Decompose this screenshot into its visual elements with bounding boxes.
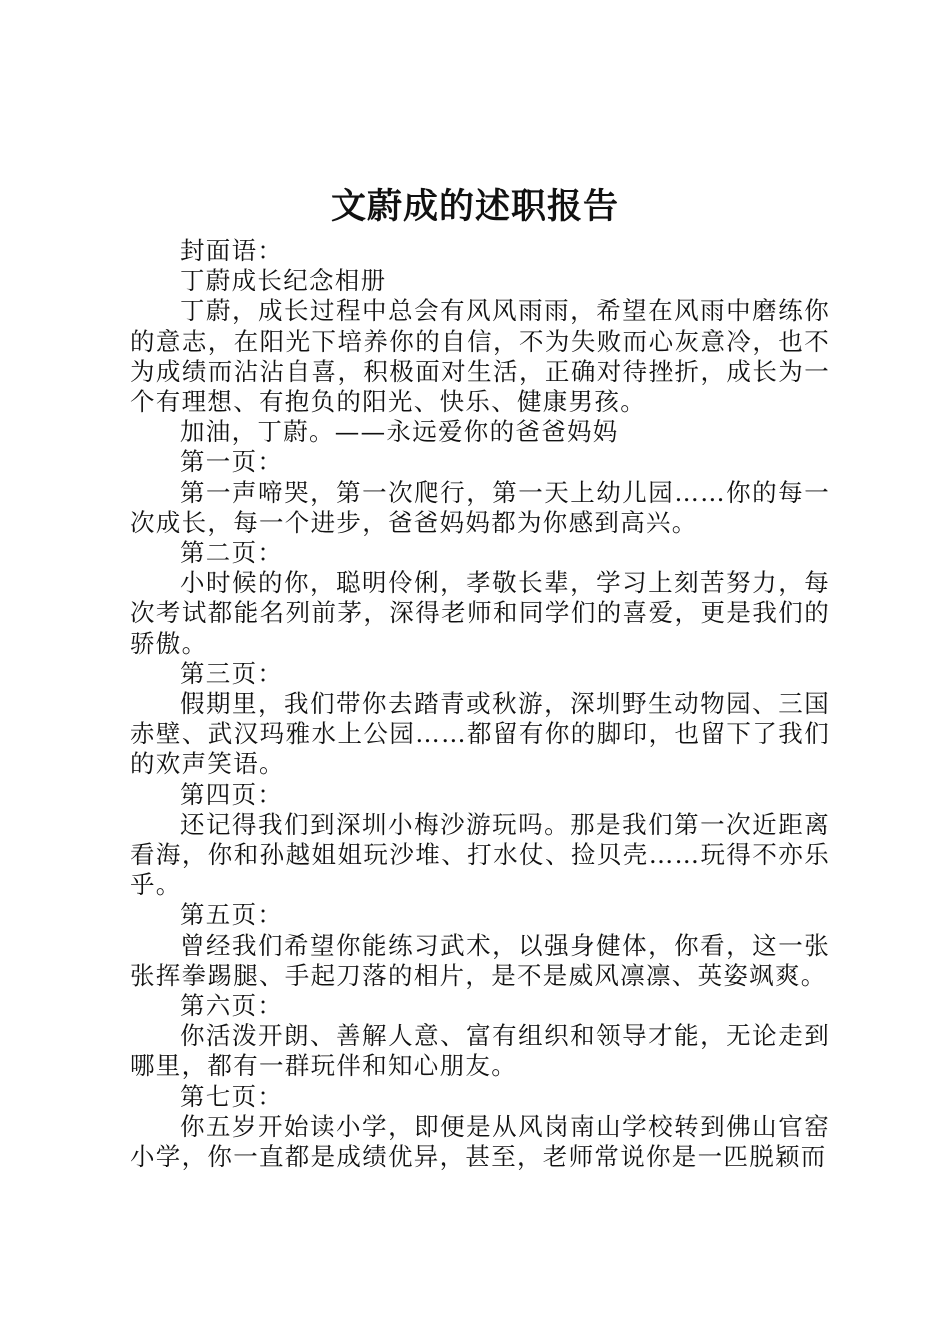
paragraph-page-5-text: 曾经我们希望你能练习武术，以强身健体，你看，这一张张挥拳踢腿、手起刀落的相片，是不是威风凛凛、英姿飒爽。 xyxy=(130,930,830,990)
paragraph-page-6-heading: 第六页： xyxy=(180,991,284,1021)
paragraph-page-7-text: 你五岁开始读小学，即便是从风岗南山学校转到佛山官窑小学，你一直都是成绩优异，甚至，老师常说你是一匹脱颖而 xyxy=(130,1111,830,1172)
paragraph-page-4-heading: 第四页： xyxy=(180,779,284,809)
paragraph-page-2-heading: 第二页： xyxy=(180,538,284,568)
paragraph-page-5-heading: 第五页： xyxy=(180,900,284,930)
paragraph-cover-label: 封面语： xyxy=(180,236,284,265)
paragraph-page-3-text: 假期里，我们带你去踏青或秋游，深圳野生动物园、三国赤壁、武汉玛雅水上公园……都留有你的脚印，也留下了我们的欢声笑语。 xyxy=(130,689,830,779)
document-title: 文蔚成的述职报告 xyxy=(330,186,619,227)
paragraph-page-3-heading: 第三页： xyxy=(180,658,284,688)
paragraph-album-title: 丁蔚成长纪念相册 xyxy=(180,266,387,296)
document-body xyxy=(130,236,830,1172)
paragraph-cover-message: 丁蔚，成长过程中总会有风风雨雨，希望在风雨中磨练你的意志，在阳光下培养你的自信，不为失败而心灰意冷，也不为成绩而沾沾自喜，积极面对生活，正确对待挫折，成长为一个有理想、有抱负的阳光、快乐、健康男孩。 xyxy=(130,296,830,417)
paragraph-page-1-heading: 第一页： xyxy=(180,447,284,477)
paragraph-cover-signature: 加油，丁蔚。——永远爱你的爸爸妈妈 xyxy=(180,417,619,447)
paragraph-page-4-text: 还记得我们到深圳小梅沙游玩吗。那是我们第一次近距离看海，你和孙越姐姐玩沙堆、打水仗、捡贝壳……玩得不亦乐乎。 xyxy=(130,809,830,900)
paragraph-page-7-heading: 第七页： xyxy=(180,1081,284,1111)
paragraph-page-6-text: 你活泼开朗、善解人意、富有组织和领导才能，无论走到哪里，都有一群玩伴和知心朋友。 xyxy=(130,1021,830,1081)
paragraph-page-1-text: 第一声啼哭，第一次爬行，第一天上幼儿园……你的每一次成长，每一个进步，爸爸妈妈都为你感到高兴。 xyxy=(130,477,830,537)
paragraph-page-2-text: 小时候的你，聪明伶俐，孝敬长辈，学习上刻苦努力，每次考试都能名列前茅，深得老师和同学们的喜爱，更是我们的骄傲。 xyxy=(130,568,830,658)
